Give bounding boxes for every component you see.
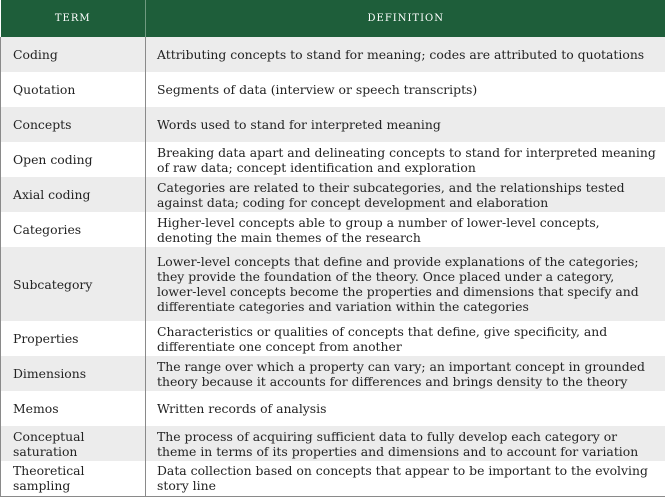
column-header-term: TERM <box>1 0 146 37</box>
definition-cell: The process of acquiring sufficient data to fully develop each category or theme in terms of its properties and dimensions and to account for variation <box>146 426 665 461</box>
term-cell: Concepts <box>1 107 146 142</box>
term-cell: Dimensions <box>1 356 146 391</box>
table-row <box>1 247 665 321</box>
term-cell: Properties <box>1 321 146 356</box>
definition-cell: Segments of data (interview or speech transcripts) <box>146 72 665 107</box>
definition-cell: Categories are related to their subcategories, and the relationships tested against data; coding for concept development and elaboration <box>146 177 665 212</box>
definition-cell: The range over which a property can vary; an important concept in grounded theory because it accounts for differences and brings density to the theory <box>146 356 665 391</box>
term-cell: Conceptual saturation <box>1 426 146 461</box>
definition-cell: Characteristics or qualities of concepts that define, give specificity, and differentiate one concept from another <box>146 321 665 356</box>
definition-cell: Lower-level concepts that define and provide explanations of the categories; they provide the foundation of the theory. Once placed under a category, lower-level concepts become the properties and dimensions that specify and differentiate categories and variation within the categories <box>146 247 665 321</box>
definition-cell: Breaking data apart and delineating concepts to stand for interpreted meaning of raw data; concept identification and exploration <box>146 142 665 177</box>
table-row <box>1 391 665 426</box>
term-cell: Quotation <box>1 72 146 107</box>
term-cell: Memos <box>1 391 146 426</box>
table-header-row <box>1 0 665 37</box>
table-row <box>1 37 665 72</box>
table-row <box>1 107 665 142</box>
table-row <box>1 212 665 247</box>
term-cell: Axial coding <box>1 177 146 212</box>
table-row <box>1 321 665 356</box>
column-header-definition: DEFINITION <box>146 0 665 37</box>
table-row <box>1 142 665 177</box>
table-row <box>1 356 665 391</box>
table-row <box>1 177 665 212</box>
table-row <box>1 426 665 461</box>
term-cell: Coding <box>1 37 146 72</box>
definition-cell: Words used to stand for interpreted meaning <box>146 107 665 142</box>
table-row <box>1 72 665 107</box>
definition-cell: Data collection based on concepts that appear to be important to the evolving story line <box>146 461 665 496</box>
definition-cell: Written records of analysis <box>146 391 665 426</box>
term-cell: Theoretical sampling <box>1 461 146 496</box>
definition-cell: Attributing concepts to stand for meaning; codes are attributed to quotations <box>146 37 665 72</box>
table-row <box>1 461 665 496</box>
term-cell: Subcategory <box>1 247 146 321</box>
term-cell: Categories <box>1 212 146 247</box>
term-cell: Open coding <box>1 142 146 177</box>
definition-cell: Higher-level concepts able to group a number of lower-level concepts, denoting the main themes of the research <box>146 212 665 247</box>
